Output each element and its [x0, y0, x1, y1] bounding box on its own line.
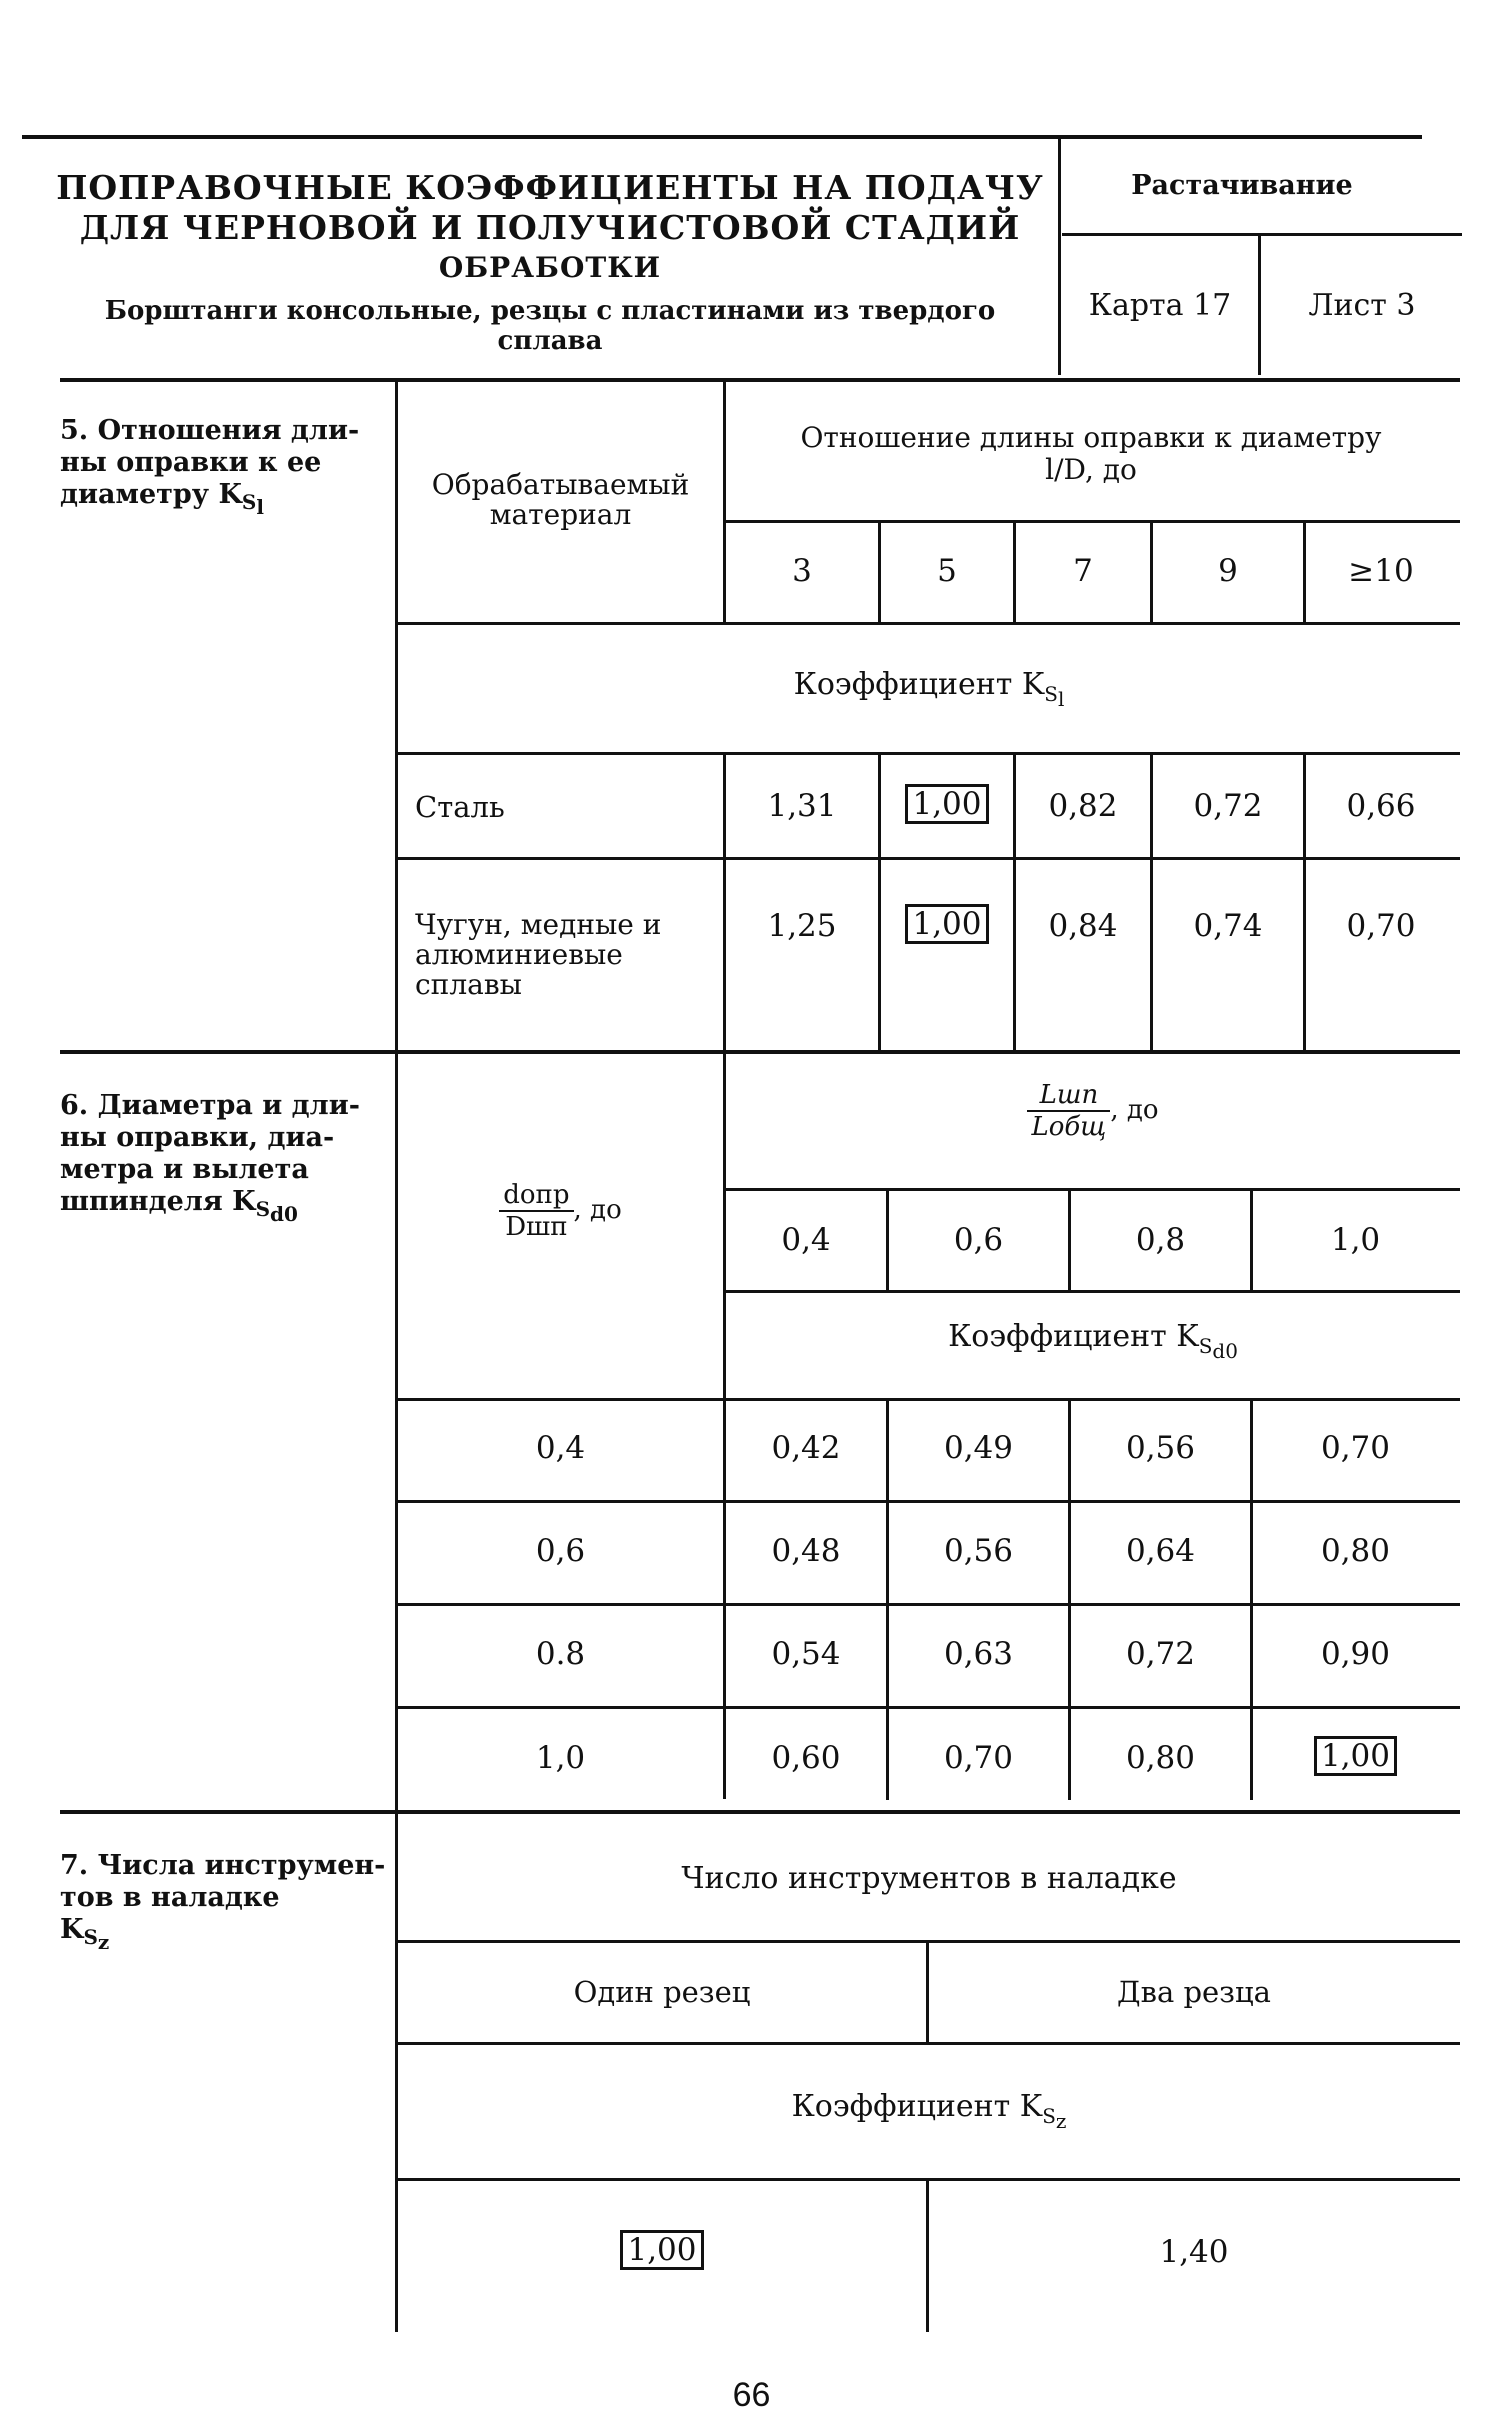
s6-d-fraction	[499, 1180, 573, 1242]
s7-label-sub	[83, 1925, 110, 1955]
section5-label	[60, 415, 390, 523]
subtitle-line-1: Борштанги консольные, резцы с пластинами из твердого	[104, 296, 996, 326]
s5-coef-sub	[1044, 682, 1065, 711]
s6-row4-v4	[1253, 1736, 1458, 1776]
s5-coef-k: Коэффициент K	[793, 667, 1045, 702]
s6-d-top: dопр	[499, 1180, 573, 1212]
s6-l-fraction	[1027, 1080, 1110, 1142]
s6-coef-d0: d0	[1212, 1339, 1238, 1363]
s7-label-1: 7. Числа инструмен-	[60, 1850, 386, 1881]
s6-coef-label	[726, 1320, 1460, 1368]
s6-row2-v1: 0,48	[771, 1533, 841, 1569]
s5-sub-l: l	[256, 495, 264, 520]
s5-row-cast-v2-box: 1,00	[905, 904, 988, 944]
s7-coef-rule	[398, 2178, 1460, 2181]
s5-cast-line2: алюминиевые	[415, 938, 623, 971]
s5-cast-line3: сплавы	[415, 968, 522, 1001]
s5-label-k: диаметру K	[60, 479, 242, 510]
s7-coef-z: z	[1055, 2109, 1067, 2133]
s6-d-ratio	[398, 1180, 723, 1242]
s6-l-top: Lшп	[1027, 1080, 1110, 1112]
s5-label-1: 5. Отношения дли-	[60, 415, 360, 446]
page-title	[40, 168, 1060, 288]
s6-coef-sub	[1198, 1334, 1238, 1363]
s7-header: Число инструментов в наладке	[681, 1861, 1177, 1896]
s5-coef-rule	[398, 752, 1460, 755]
s5-coef-label	[398, 668, 1460, 716]
ratio-header-1: Отношение длины оправки к диаметру	[800, 421, 1382, 454]
s6-row3-v1: 0,54	[771, 1636, 841, 1672]
s6-d-divider	[723, 1054, 726, 1799]
s6-row2-v3: 0,64	[1125, 1533, 1196, 1569]
page-number: 66	[732, 2376, 771, 2414]
s7-value-one	[398, 2230, 926, 2270]
s5-label-2: ны оправки к ее	[60, 447, 322, 478]
material-header	[398, 470, 723, 530]
s6-l-suffix: , до	[1110, 1095, 1159, 1125]
s6-d-suffix: , до	[573, 1195, 622, 1225]
s5-cast-line1: Чугун, медные и	[415, 908, 662, 941]
s5-row-cast-v3: 0,84	[1048, 908, 1118, 944]
title-line-3: ОБРАБОТКИ	[438, 251, 662, 284]
s7-label-k: K	[60, 1914, 84, 1945]
s6-d-bot: Dшп	[505, 1212, 568, 1242]
header-divider-h	[1062, 233, 1462, 236]
s6-row4-v4-box: 1,00	[1314, 1736, 1397, 1776]
s6-row1-v1: 0,42	[771, 1430, 841, 1466]
s6-row4-v3: 0,80	[1125, 1740, 1196, 1776]
s6-row3-d: 0.8	[535, 1636, 586, 1672]
card-label: Карта 17	[1088, 288, 1232, 323]
s7-sub-s: S	[83, 1925, 98, 1950]
page-subtitle	[40, 296, 1060, 356]
s6-row3-v4: 0,90	[1320, 1636, 1391, 1672]
s6-row3-v2: 0,63	[943, 1636, 1014, 1672]
s5-row-rule	[398, 857, 1460, 860]
s6-row1-v2: 0,49	[943, 1430, 1014, 1466]
section6-label	[60, 1090, 390, 1230]
s6-row1-d: 0,4	[535, 1430, 586, 1466]
s6-row-rule-1	[398, 1500, 1460, 1503]
s6-row2-v2: 0,56	[943, 1533, 1014, 1569]
s6-label-3: метра и вылета	[60, 1154, 309, 1185]
s5-row-cast-v1: 1,25	[767, 908, 837, 944]
top-rule	[22, 135, 1422, 139]
s7-label-3	[60, 1914, 390, 1958]
s5-row-cast-v4: 0,74	[1193, 908, 1263, 944]
s6-row1-v4: 0,70	[1320, 1430, 1391, 1466]
s6-label-2: ны оправки, диа-	[60, 1122, 335, 1153]
s7-header-rule	[398, 1940, 1460, 1943]
s5-header-bottom-rule	[398, 622, 1460, 625]
subtitle-line-2: сплава	[497, 326, 603, 356]
s6-col-4: 1,0	[1330, 1222, 1381, 1258]
s5-coef-s: S	[1044, 682, 1058, 706]
ratio-header	[726, 422, 1456, 486]
title-line-1: ПОПРАВОЧНЫЕ КОЭФФИЦИЕНТЫ НА ПОДАЧУ	[56, 168, 1044, 207]
s6-col-3: 0,8	[1135, 1222, 1186, 1258]
s5-row-steel-v4: 0,72	[1193, 788, 1263, 824]
s6-row-rule-2	[398, 1603, 1460, 1606]
s5-coef-l: l	[1057, 687, 1065, 711]
s5-row-cast-material	[415, 910, 715, 1000]
header-bottom-rule	[60, 378, 1460, 382]
s6-sub-s: S	[255, 1197, 271, 1222]
s7-coef-k: Коэффициент K	[791, 2089, 1043, 2124]
s5-row-cast-v2	[881, 904, 1013, 944]
s5-row-cast-v5: 0,70	[1346, 908, 1416, 944]
s5-col-5: 5	[937, 553, 957, 589]
s5-row-steel-v2	[881, 784, 1013, 824]
s7-col-one-cutter: Один резец	[573, 1975, 751, 2009]
s6-row1-v3: 0,56	[1125, 1430, 1196, 1466]
title-line-2: ДЛЯ ЧЕРНОВОЙ И ПОЛУЧИСТОВОЙ СТАДИЙ	[79, 208, 1021, 247]
s5-col-10: ≥10	[1348, 553, 1414, 589]
s7-coef-sub	[1042, 2104, 1067, 2133]
s6-row2-v4: 0,80	[1320, 1533, 1391, 1569]
s7-sub-z: z	[97, 1930, 110, 1955]
section6-bottom-rule	[60, 1810, 1460, 1814]
s6-row3-v3: 0,72	[1125, 1636, 1196, 1672]
s5-row-steel-v1: 1,31	[767, 788, 837, 824]
s6-l-ratio	[726, 1080, 1460, 1142]
s7-col-two-cutters: Два резца	[1117, 1975, 1271, 2009]
s6-label-sub	[255, 1197, 298, 1227]
s7-col-rule	[398, 2042, 1460, 2045]
s5-row-steel-v5: 0,66	[1346, 788, 1416, 824]
s6-label-4	[60, 1186, 390, 1230]
s5-label-3	[60, 479, 390, 523]
s6-col-rule	[726, 1290, 1460, 1293]
s6-col-1: 0,4	[781, 1222, 831, 1258]
s6-header-bottom-rule	[398, 1398, 1460, 1401]
s6-label-k: шпинделя K	[60, 1186, 256, 1217]
s7-label-2: тов в наладке	[60, 1882, 280, 1913]
s6-label-1: 6. Диаметра и дли-	[60, 1090, 360, 1121]
s6-col-2: 0,6	[953, 1222, 1004, 1258]
s5-col-7: 7	[1073, 553, 1093, 589]
s6-sub-d0: d0	[270, 1202, 298, 1227]
s7-value-one-box: 1,00	[620, 2230, 703, 2270]
s6-row2-d: 0,6	[535, 1533, 586, 1569]
s5-col-3: 3	[792, 553, 812, 589]
s6-row4-d: 1,0	[535, 1740, 586, 1776]
sheet-label: Лист 3	[1308, 288, 1416, 323]
s5-ratio-rule	[726, 520, 1460, 523]
material-header-1: Обрабатываемый	[431, 468, 690, 501]
header-divider-v	[1058, 137, 1061, 375]
s7-value-two: 1,40	[1159, 2234, 1229, 2270]
material-header-2: материал	[489, 498, 632, 531]
s6-coef-s: S	[1198, 1334, 1213, 1358]
ratio-header-2: l/D, до	[1045, 453, 1137, 486]
operation-label: Растачивание	[1131, 170, 1353, 201]
section5-bottom-rule	[60, 1050, 1460, 1054]
s5-row-steel-v2-box: 1,00	[905, 784, 988, 824]
s5-row-steel-v3: 0,82	[1048, 788, 1118, 824]
s5-col-9: 9	[1218, 553, 1238, 589]
s7-coef-s: S	[1042, 2104, 1056, 2128]
card-sheet-divider	[1258, 235, 1261, 375]
section7-label	[60, 1850, 390, 1958]
s6-row-rule-3	[398, 1706, 1460, 1709]
s5-label-sub	[241, 490, 264, 520]
s6-row4-v2: 0,70	[943, 1740, 1014, 1776]
s6-row4-v1: 0,60	[771, 1740, 841, 1776]
s5-sub-s: S	[241, 490, 257, 515]
s5-row-steel-material: Сталь	[415, 790, 505, 824]
s6-ratio-rule	[726, 1188, 1460, 1191]
s6-l-bot: Lобщ	[1031, 1112, 1107, 1142]
s7-coef-label	[398, 2090, 1460, 2138]
s6-coef-k: Коэффициент K	[948, 1319, 1199, 1354]
